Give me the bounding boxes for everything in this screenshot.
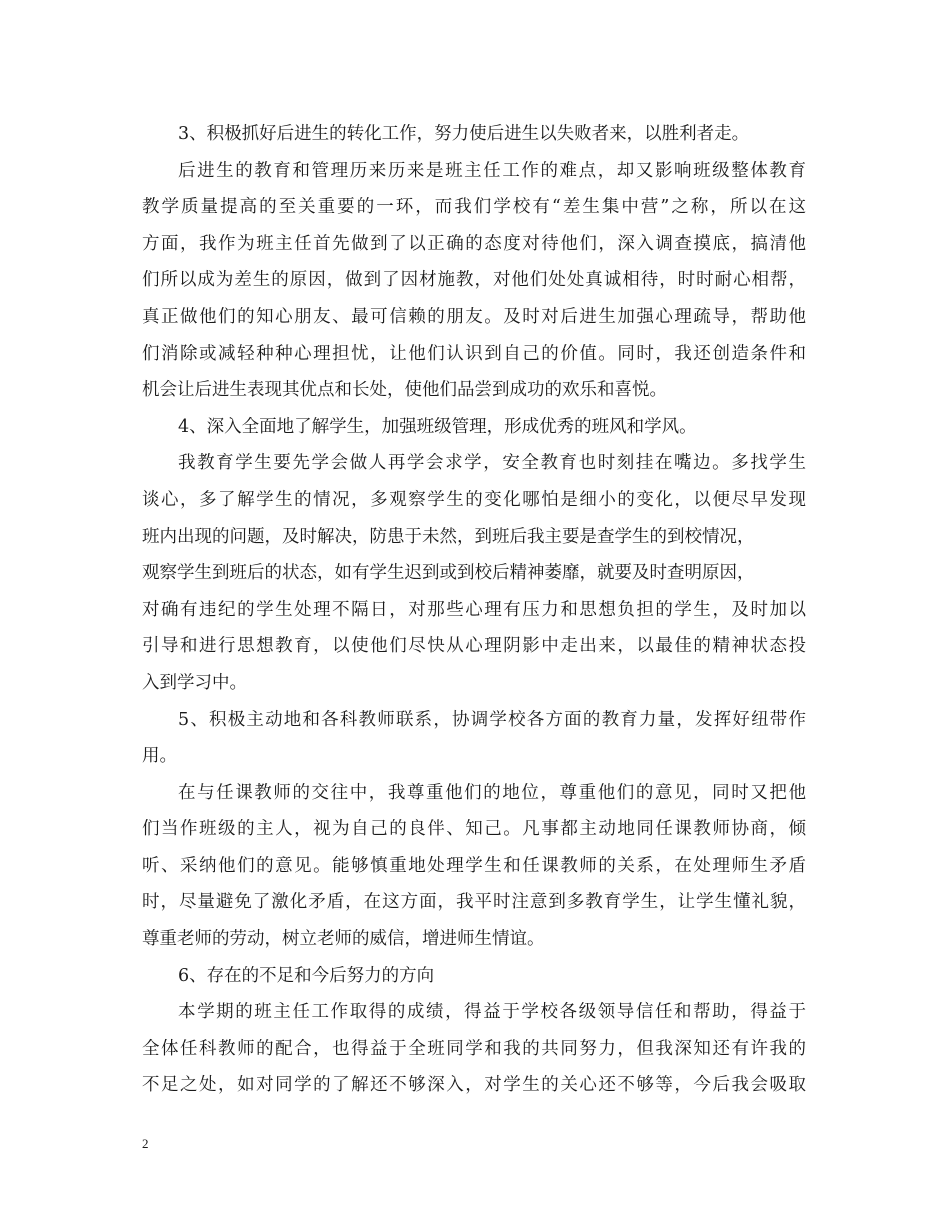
text-line: 时，尽量避免了激化矛盾，在这方面，我平时注意到多教育学生，让学生懂礼貌， [142, 892, 806, 913]
text-line: 机会让后进生表现其优点和长处，使他们品尝到成功的欢乐和喜悦。 [142, 380, 667, 401]
text-line: 观察学生到班后的状态，如有学生迟到或到校后精神萎靡，就要及时查明原因， [142, 563, 755, 584]
text-line: 3、积极抓好后进生的转化工作，努力使后进生以失败者来，以胜利者走。 [178, 124, 750, 144]
text-line: 教学质量提高的至关重要的一环，而我们学校有“差生集中营”之称，所以在这 [142, 197, 806, 218]
text-line: 在与任课教师的交往中，我尊重他们的地位，尊重他们的意见，同时又把他 [178, 782, 806, 803]
text-line: 用。 [142, 746, 177, 767]
text-line: 对确有违纪的学生处理不隔日，对那些心理有压力和思想负担的学生，及时加以 [142, 599, 806, 620]
document-body [142, 116, 806, 1104]
text-line: 班内出现的问题，及时解决，防患于未然，到班后我主要是查学生的到校情况， [142, 526, 755, 547]
text-line: 们当作班级的主人，视为自己的良伴、知己。凡事都主动地同任课教师协商，倾 [142, 819, 806, 840]
text-line: 本学期的班主任工作取得的成绩，得益于学校各级领导信任和帮助，得益于 [178, 1002, 806, 1023]
text-line: 谈心，多了解学生的情况，多观察学生的变化哪怕是细小的变化，以便尽早发现 [142, 489, 806, 510]
page-number: 2 [142, 1136, 149, 1151]
text-line: 4、深入全面地了解学生，加强班级管理，形成优秀的班风和学风。 [178, 416, 697, 437]
text-line: 入到学习中。 [142, 672, 247, 693]
text-line: 听、采纳他们的意见。能够慎重地处理学生和任课教师的关系，在处理师生矛盾 [142, 855, 806, 876]
text-line: 们所以成为差生的原因，做到了因材施教，对他们处处真诚相待，时时耐心相帮， [142, 270, 806, 291]
text-line: 我教育学生要先学会做人再学会求学，安全教育也时刻挂在嘴边。多找学生 [178, 453, 806, 474]
text-line: 真正做他们的知心朋友、最可信赖的朋友。及时对后进生加强心理疏导，帮助他 [142, 306, 806, 327]
text-line: 方面，我作为班主任首先做到了以正确的态度对待他们，深入调查摸底，搞清他 [142, 233, 806, 254]
text-line: 尊重老师的劳动，树立老师的威信，增进师生情谊。 [142, 929, 545, 950]
text-line: 后进生的教育和管理历来历来是班主任工作的难点，却又影响班级整体教育 [178, 160, 806, 181]
text-line: 5、积极主动地和各科教师联系，协调学校各方面的教育力量，发挥好纽带作 [178, 709, 806, 730]
text-line: 们消除或减轻种种心理担忧，让他们认识到自己的价值。同时，我还创造条件和 [142, 343, 806, 364]
text-line: 全体任科教师的配合，也得益于全班同学和我的共同努力，但我深知还有许我的 [142, 1038, 806, 1059]
text-line: 引导和进行思想教育，以使他们尽快从心理阴影中走出来，以最佳的精神状态投 [142, 636, 806, 657]
text-line: 不足之处，如对同学的了解还不够深入，对学生的关心还不够等，今后我会吸取 [142, 1075, 806, 1096]
text-line: 6、存在的不足和今后努力的方向 [178, 965, 435, 986]
